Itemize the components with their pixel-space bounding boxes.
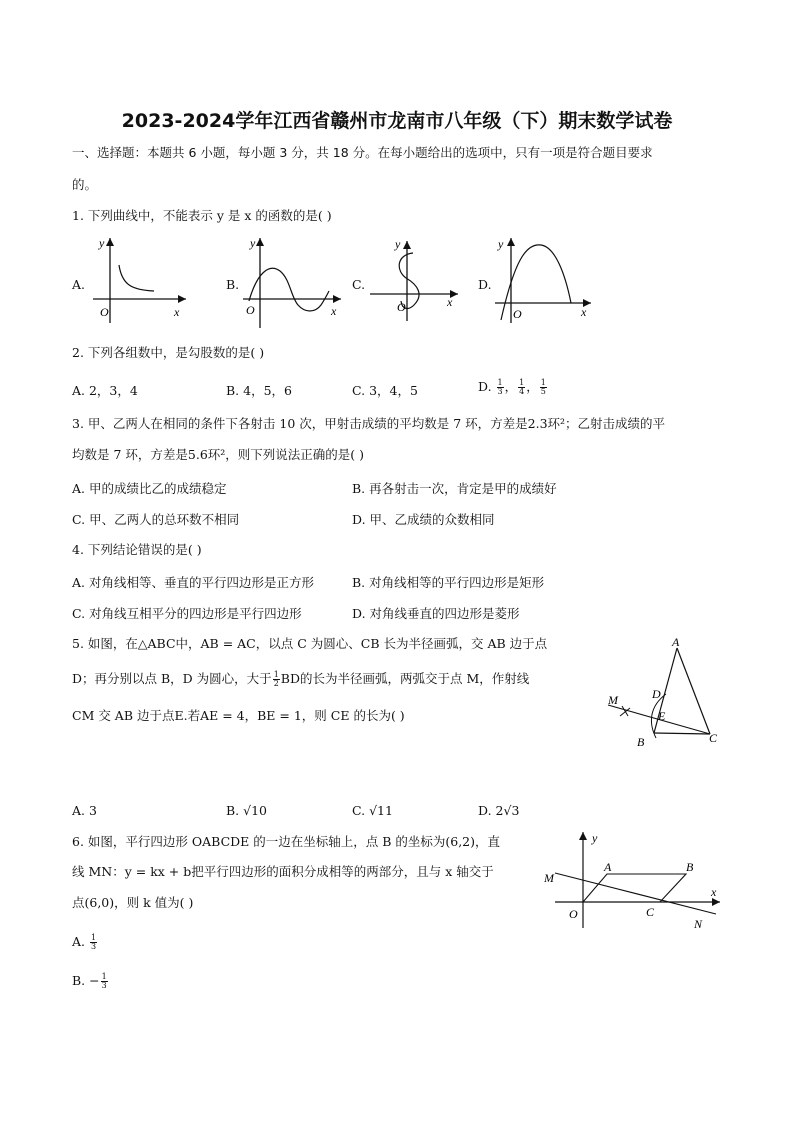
q6-label-m: M — [544, 871, 554, 885]
q1d-x-label: x — [581, 305, 587, 319]
q5-line3: CM 交 AB 边于点E.若AE = 4，BE = 1，则 CE 的长为( ) — [72, 708, 405, 723]
q3-line1: 3. 甲、乙两人在相同的条件下各射击 10 次，甲射击成绩的平均数是 7 环，方差是2.3环²；乙射击成绩的平 — [72, 416, 666, 431]
q5-frac: $\frac{1}{2}$ — [273, 670, 279, 688]
q5-triangle-figure — [600, 634, 730, 754]
q1c-origin: O — [397, 300, 406, 314]
q2-option-b: B. 4，5，6 — [226, 383, 292, 398]
q5-label-d: D — [652, 687, 661, 701]
q6-option-a: A. $\frac{1}{3}$ — [72, 933, 97, 951]
q1-option-a: A. — [72, 277, 86, 292]
q6-x-label: x — [711, 885, 717, 899]
q6-line1: 6. 如图，平行四边形 OABCDE 的一边在坐标轴上，点 B 的坐标为(6,2)，直 — [72, 834, 501, 849]
q6-line3: 点(6,0)，则 k 值为( ) — [72, 895, 194, 910]
q3-option-b: B. 再各射击一次，肯定是甲的成绩好 — [352, 481, 557, 496]
q4-stem: 4. 下列结论错误的是( ) — [72, 542, 202, 557]
q2-stem: 2. 下列各组数中，是勾股数的是( ) — [72, 345, 265, 360]
q1-option-b: B. — [226, 277, 240, 292]
q3-option-c: C. 甲、乙两人的总环数不相同 — [72, 512, 240, 527]
q1b-x-label: x — [331, 304, 337, 318]
q2-frac-1: $\frac{1}{3}$ — [497, 378, 503, 396]
exam-title: 2023-2024学年江西省赣州市龙南市八年级（下）期末数学试卷 — [121, 110, 673, 132]
q6-b-frac: $\frac{1}{3}$ — [101, 972, 107, 990]
section1-line1: 一、选择题：本题共 6 小题，每小题 3 分，共 18 分。在每小题给出的选项中，只有一项是符合题目要求 — [72, 145, 653, 160]
q4-option-b: B. 对角线相等的平行四边形是矩形 — [352, 575, 545, 590]
q5-option-a: A. 3 — [72, 803, 97, 818]
q1a-y-label: y — [99, 236, 105, 250]
q3-option-d: D. 甲、乙成绩的众数相同 — [352, 512, 495, 527]
q5-line2: D；再分别以点 B，D 为圆心，大于 $\frac{1}{2}$ BD的长为半径画弧，两弧交于点 M，作射线 — [72, 670, 530, 688]
q3-line2: 均数是 7 环，方差是5.6环²，则下列说法正确的是( ) — [72, 447, 365, 462]
q1-graph-b — [243, 233, 343, 333]
q1-option-c: C. — [352, 277, 366, 292]
q5-option-d: D. 2√3 — [478, 803, 520, 818]
q1a-origin: O — [100, 305, 109, 319]
q1a-x-label: x — [174, 305, 180, 319]
q2-option-c: C. 3，4，5 — [352, 383, 418, 398]
q2-option-a: A. 2，3，4 — [72, 383, 138, 398]
q6-label-b: B — [686, 860, 694, 874]
q5-label-m: M — [608, 693, 618, 707]
q1-option-d: D. — [478, 277, 492, 292]
q1-graph-c — [368, 233, 468, 323]
q5-label-e: E — [658, 709, 666, 723]
q6-label-n: N — [694, 917, 703, 931]
q6-origin: O — [569, 907, 578, 921]
q1d-y-label: y — [498, 237, 504, 251]
q5-option-c: C. √11 — [352, 803, 393, 818]
q1c-y-label: y — [395, 237, 401, 251]
q4-option-d: D. 对角线垂直的四边形是菱形 — [352, 606, 520, 621]
q4-option-c: C. 对角线互相平分的四边形是平行四边形 — [72, 606, 302, 621]
q6-label-c: C — [646, 905, 655, 919]
q5-option-b: B. √10 — [226, 803, 268, 818]
q5-label-c: C — [709, 731, 718, 745]
q6-line2: 线 MN：y = kx + b把平行四边形的面积分成相等的两部分，且与 x 轴交于 — [72, 864, 494, 879]
q1b-y-label: y — [250, 236, 256, 250]
q4-option-a: A. 对角线相等、垂直的平行四边形是正方形 — [72, 575, 314, 590]
section1-line2: 的。 — [72, 177, 98, 192]
q1-graph-d — [493, 233, 593, 325]
q6-label-a: A — [604, 860, 612, 874]
q5-label-b: B — [637, 735, 645, 749]
q1-stem: 1. 下列曲线中，不能表示 y 是 x 的函数的是( ) — [72, 208, 332, 223]
q1b-origin: O — [246, 303, 255, 317]
q2-frac-2: $\frac{1}{4}$ — [519, 378, 525, 396]
q5-line1: 5. 如图，在△ABC中，AB = AC，以点 C 为圆心、CB 长为半径画弧，交 AB 边于点 — [72, 636, 548, 651]
q5-label-a: A — [672, 635, 680, 649]
q6-option-b: B. − $\frac{1}{3}$ — [72, 972, 107, 990]
q2-option-d: D. $\frac{1}{3}$ ， $\frac{1}{4}$ ， $\frac{1}{5}$ — [478, 378, 546, 396]
q3-option-a: A. 甲的成绩比乙的成绩稳定 — [72, 481, 227, 496]
q1d-origin: O — [513, 307, 522, 321]
q2-frac-3: $\frac{1}{5}$ — [540, 378, 546, 396]
q6-y-label: y — [592, 831, 598, 845]
q6-parallelogram-figure — [540, 828, 730, 933]
q1c-x-label: x — [447, 295, 453, 309]
q1-graph-a — [88, 233, 188, 323]
q6-a-frac: $\frac{1}{3}$ — [91, 933, 97, 951]
